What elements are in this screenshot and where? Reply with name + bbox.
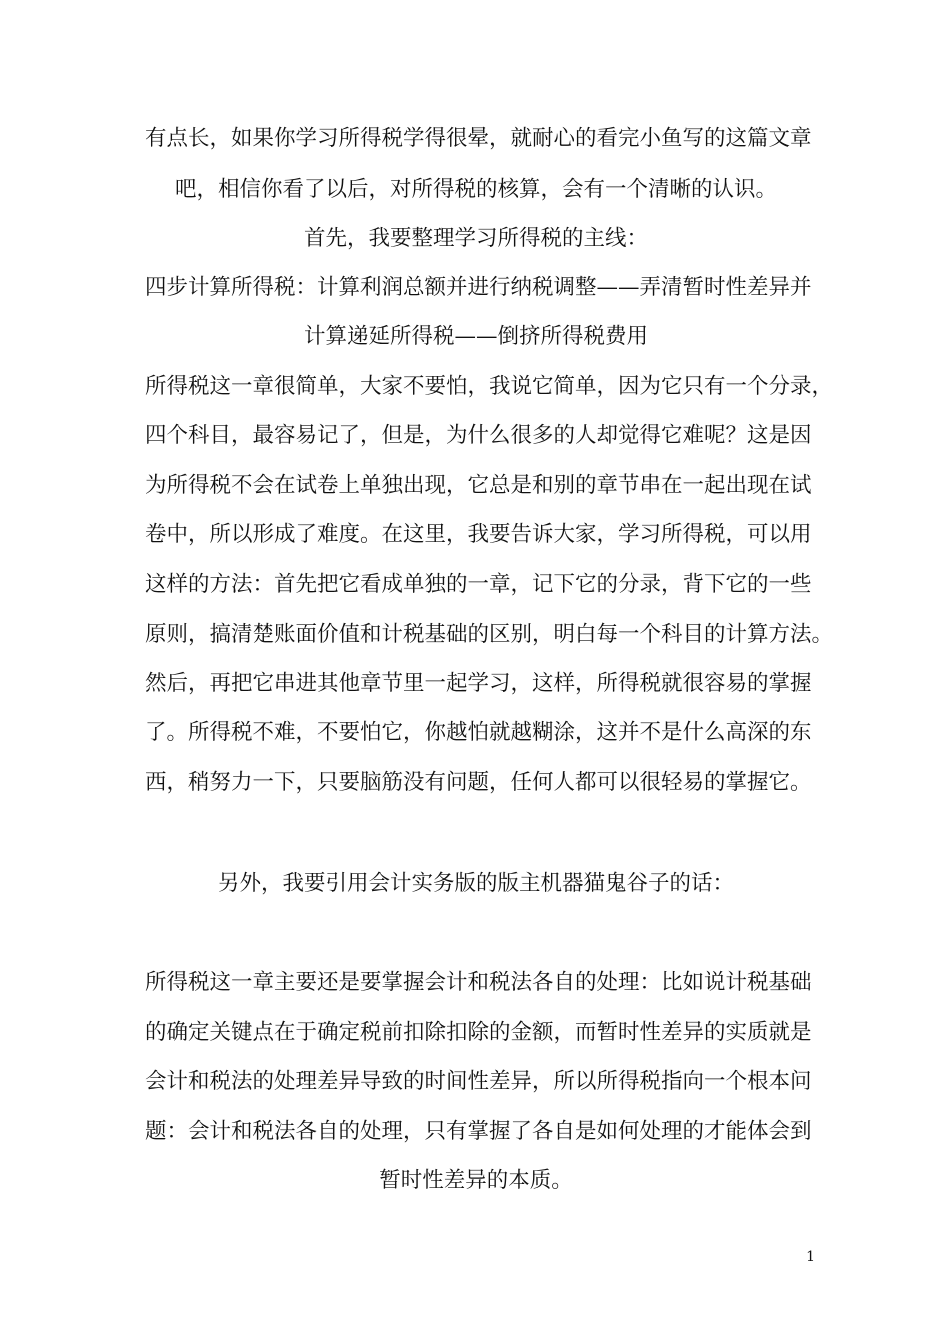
body-line-9: 西，稍努力一下，只要脑筋没有问题，任何人都可以很轻易的掌握它。 (145, 770, 812, 795)
body-line-2: 四个科目，最容易记了，但是，为什么很多的人却觉得它难呢？这是因 (145, 423, 812, 448)
mainline-heading: 首先，我要整理学习所得税的主线： (303, 226, 648, 251)
quote-line-1: 所得税这一章主要还是要掌握会计和税法各自的处理：比如说计税基础 (145, 970, 812, 995)
quote-line-4: 题：会计和税法各自的处理，只有掌握了各自是如何处理的才能体会到 (145, 1119, 812, 1144)
quote-line-5: 暂时性差异的本质。 (379, 1168, 573, 1193)
body-line-6: 原则，搞清楚账面价值和计税基础的区别，明白每一个科目的计算方法。 (145, 622, 834, 647)
body-line-5: 这样的方法：首先把它看成单独的一章，记下它的分录，背下它的一些 (145, 572, 812, 597)
intro-line-2: 吧，相信你看了以后，对所得税的核算，会有一个清晰的认识。 (174, 177, 777, 202)
body-line-7: 然后，再把它串进其他章节里一起学习，这样，所得税就很容易的掌握 (145, 671, 812, 696)
quote-intro: 另外，我要引用会计实务版的版主机器猫鬼谷子的话： (217, 871, 734, 896)
steps-line-2: 计算递延所得税——倒挤所得税费用 (303, 324, 648, 349)
page-number: 1 (806, 1249, 815, 1265)
body-line-4: 卷中，所以形成了难度。在这里，我要告诉大家，学习所得税，可以用 (145, 522, 812, 547)
steps-line-1: 四步计算所得税：计算利润总额并进行纳税调整——弄清暂时性差异并 (145, 275, 812, 300)
intro-line-1: 有点长，如果你学习所得税学得很晕，就耐心的看完小鱼写的这篇文章 (145, 126, 812, 151)
quote-line-2: 的确定关键点在于确定税前扣除扣除的金额，而暂时性差异的实质就是 (145, 1020, 812, 1045)
body-line-8: 了。所得税不难，不要怕它，你越怕就越糊涂，这并不是什么高深的东 (145, 720, 812, 745)
body-line-3: 为所得税不会在试卷上单独出现，它总是和别的章节串在一起出现在试 (145, 473, 812, 498)
quote-line-3: 会计和税法的处理差异导致的时间性差异，所以所得税指向一个根本问 (145, 1069, 812, 1094)
body-line-1: 所得税这一章很简单，大家不要怕，我说它简单，因为它只有一个分录， (145, 374, 834, 399)
